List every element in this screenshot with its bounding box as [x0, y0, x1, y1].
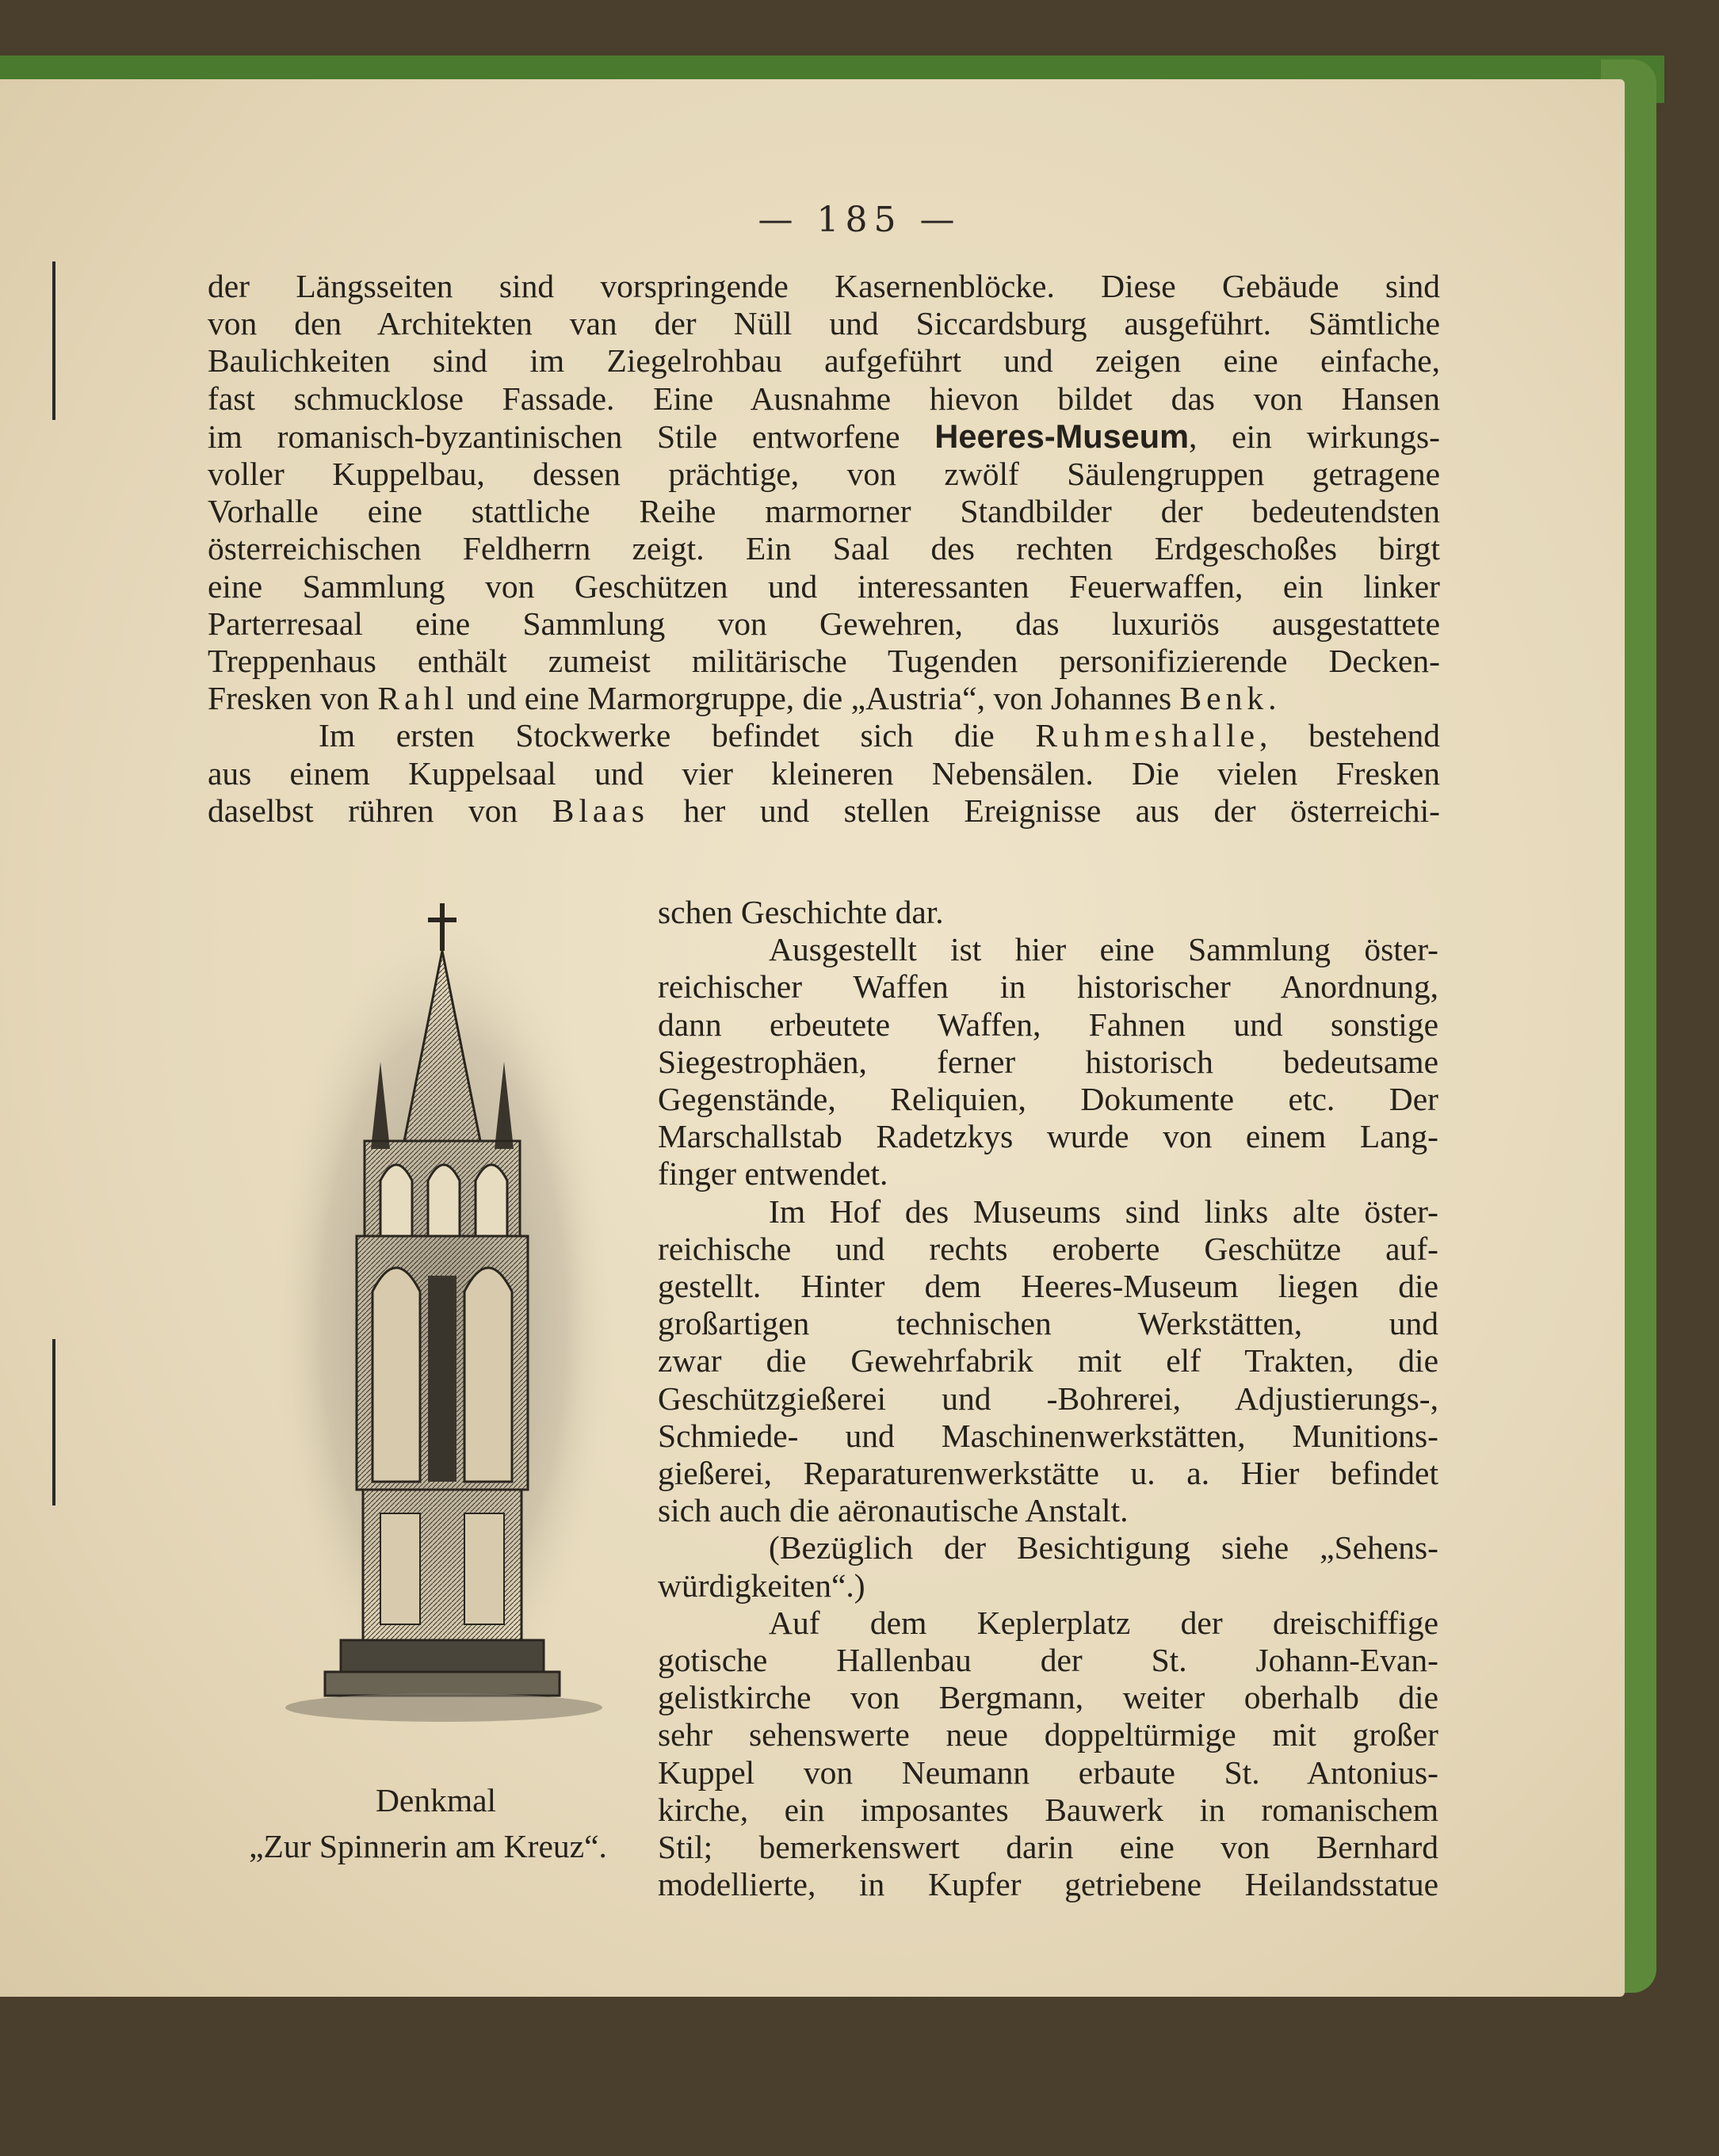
- column-line: reichischer Waffen in historischer Anordnung,: [658, 968, 1438, 1005]
- paragraph2-line: aus einem Kuppelsaal und vier kleineren Nebensälen. Die vielen Fresken: [208, 754, 1440, 792]
- spaced-name: Benk: [1179, 680, 1269, 717]
- paragraph1-line: voller Kuppelbau, dessen prächtige, von zwölf Säulengruppen getragene: [208, 456, 1440, 493]
- column-line: sich auch die aëronautische Anstalt.: [658, 1492, 1129, 1529]
- spaced-name: Ruhmeshalle: [1035, 717, 1260, 754]
- column-line: sehr sehenswerte neue doppeltürmige mit großer: [658, 1716, 1438, 1753]
- paragraph1-line: fast schmucklose Fassade. Eine Ausnahme hievon bildet das von Hansen: [208, 380, 1440, 417]
- figure-caption-line2: „Zur Spinnerin am Kreuz“.: [249, 1828, 607, 1864]
- text-run: daselbst rühren von: [208, 792, 552, 829]
- monument-illustration: [262, 880, 626, 1743]
- paragraph1-line: Treppenhaus enthält zumeist militärische Tugenden personifizierende Decken-: [208, 643, 1440, 680]
- column-line: Kuppel von Neumann erbaute St. Antonius-: [658, 1753, 1438, 1791]
- column-line: zwar die Gewehrfabrik mit elf Trakten, die: [658, 1342, 1438, 1379]
- column-line: Siegestrophäen, ferner historisch bedeutsame: [658, 1043, 1438, 1080]
- column-line: modellierte, in Kupfer getriebene Heilandsstatue: [658, 1866, 1438, 1903]
- column-line: Stil; bemerkenswert darin eine von Bernhard: [658, 1829, 1438, 1866]
- staple-bottom: [52, 1339, 55, 1505]
- paragraph1-line: Parterresaal eine Sammlung von Gewehren, das luxuriös ausgestattete: [208, 605, 1440, 642]
- column-line: gestellt. Hinter dem Heeres-Museum liegen die: [658, 1268, 1438, 1305]
- paragraph1-line: von den Architekten van der Nüll und Siccardsburg ausgeführt. Sämtliche: [208, 305, 1440, 342]
- column-line: dann erbeutete Waffen, Fahnen und sonstige: [658, 1005, 1438, 1043]
- column-line: schen Geschichte dar.: [658, 894, 944, 930]
- column-line: kirche, ein imposantes Bauwerk in romanischem: [658, 1791, 1438, 1828]
- column-line: Geschützgießerei und -Bohrerei, Adjustierungs-,: [658, 1379, 1438, 1417]
- column-line: großartigen technischen Werkstätten, und: [658, 1305, 1438, 1342]
- text-run: Fresken von: [208, 680, 378, 717]
- column-line: Ausgestellt ist hier eine Sammlung öster-: [769, 931, 1438, 968]
- text-run: her und stellen Ereignisse aus der österreichi-: [648, 792, 1440, 829]
- paragraph1-line: der Längsseiten sind vorspringende Kasernenblöcke. Diese Gebäude sind: [208, 268, 1440, 304]
- column-line: Schmiede- und Maschinenwerkstätten, Munitions-: [658, 1417, 1438, 1454]
- column-line: Marschallstab Radetzkys wurde von einem Lang-: [658, 1118, 1438, 1155]
- column-line: finger entwendet.: [658, 1155, 888, 1192]
- column-line: reichische und rechts eroberte Geschütze auf-: [658, 1230, 1438, 1267]
- text-run: .: [1268, 680, 1277, 717]
- page-number: — 185 —: [758, 200, 961, 240]
- column-line: gelistkirche von Bergmann, weiter oberhalb die: [658, 1679, 1438, 1716]
- text-run: Im ersten Stockwerke befindet sich die: [319, 717, 1036, 754]
- figure-caption-line1: Denkmal: [375, 1782, 497, 1818]
- column-line: Im Hof des Museums sind links alte öster-: [769, 1192, 1438, 1230]
- text-run: im romanisch-byzantinischen Stile entworfene: [208, 418, 935, 455]
- column-line: Gegenstände, Reliquien, Dokumente etc. Der: [658, 1081, 1438, 1118]
- spaced-name: Rahl: [377, 680, 459, 717]
- bold-term: Heeres-Museum: [934, 417, 1189, 455]
- paragraph1-line: [208, 680, 1440, 717]
- column-line: würdigkeiten“.): [658, 1566, 865, 1604]
- paragraph1-line: eine Sammlung von Geschützen und interessanten Feuerwaffen, ein linker: [208, 567, 1440, 605]
- paragraph1-line: österreichischen Feldherrn zeigt. Ein Saal des rechten Erdgeschoßes birgt: [208, 530, 1440, 567]
- paragraph2-line: [208, 792, 1440, 830]
- spaced-name: Blaas: [552, 792, 649, 829]
- paragraph1-line: [208, 418, 1440, 456]
- column-line: Auf dem Keplerplatz der dreischiffige: [769, 1604, 1438, 1641]
- staple-top: [52, 261, 55, 420]
- paragraph1-line: Vorhalle eine stattliche Reihe marmorner Standbilder der bedeutendsten: [208, 493, 1440, 530]
- column-line: (Bezüglich der Besichtigung siehe „Sehens-: [769, 1529, 1438, 1566]
- paragraph2-line: [208, 717, 1440, 754]
- column-line: gießerei, Reparaturenwerkstätte u. a. Hier befindet: [658, 1455, 1438, 1492]
- column-text: [658, 894, 1438, 1903]
- text-run: , bestehend: [1259, 717, 1440, 754]
- full-width-text: [208, 268, 1440, 830]
- paragraph1-line: Baulichkeiten sind im Ziegelrohbau aufgeführt und zeigen eine einfache,: [208, 342, 1440, 380]
- text-run: und eine Marmorgruppe, die „Austria“, von Johannes: [458, 680, 1180, 717]
- column-line: gotische Hallenbau der St. Johann-Evan-: [658, 1642, 1438, 1679]
- text-run: , ein wirkungs-: [1189, 418, 1440, 455]
